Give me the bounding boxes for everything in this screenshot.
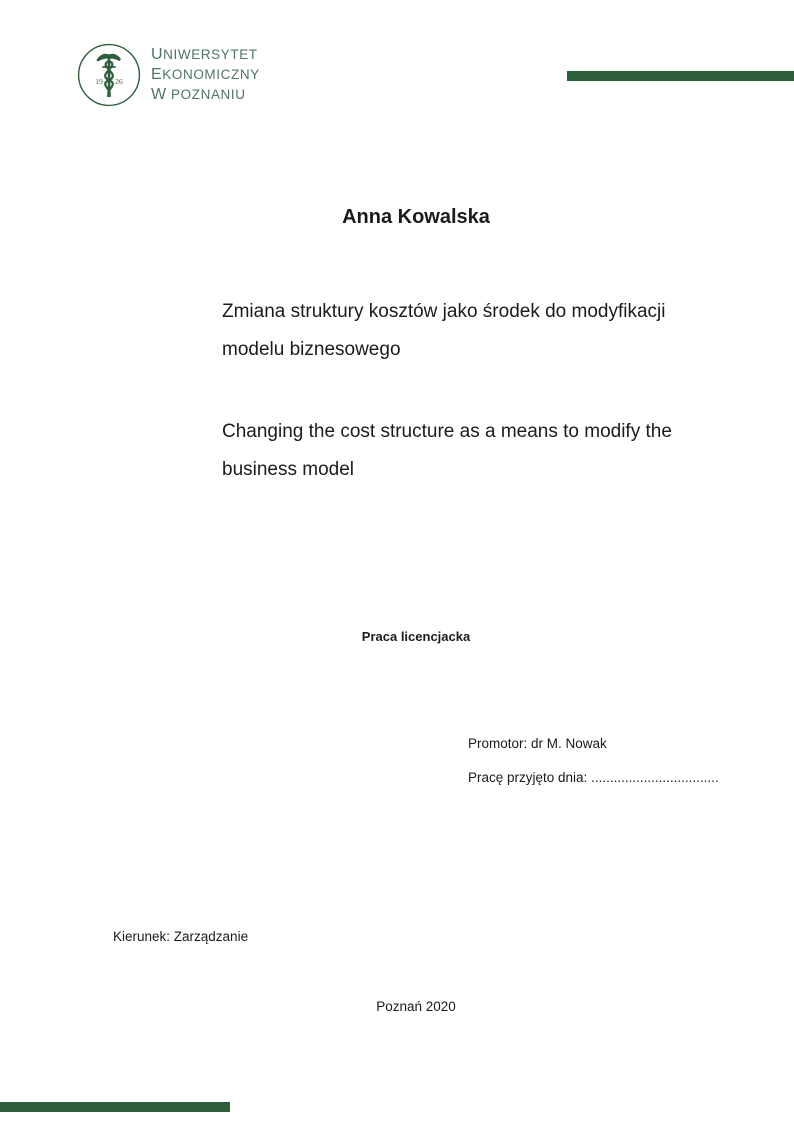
- city-year-line: Poznań 2020: [376, 999, 456, 1014]
- university-name-line-1: UNIWERSYTET: [151, 46, 258, 63]
- university-wordmark: [151, 45, 260, 105]
- logo-year-left: 19: [95, 77, 103, 86]
- logo-year-right: 26: [115, 77, 123, 86]
- promotor-block: [468, 736, 719, 786]
- author-name: Anna Kowalska: [342, 206, 490, 228]
- promotor-line: Promotor: dr M. Nowak: [468, 736, 607, 751]
- thesis-title-english: Changing the cost structure as a means to modify the business model: [222, 421, 672, 480]
- thesis-type-label: Praca licencjacka: [361, 629, 471, 644]
- top-right-accent-bar: [567, 71, 794, 81]
- bottom-left-accent-bar: [0, 1102, 230, 1112]
- acceptance-date-line: Pracę przyjęto dnia: ..................................: [468, 770, 719, 785]
- university-name-line-3: W POZNANIU: [151, 86, 246, 103]
- university-emblem-icon: [77, 43, 141, 107]
- thesis-title-polish: Zmiana struktury kosztów jako środek do modyfikacji modelu biznesowego: [222, 301, 666, 360]
- university-name-line-2: EKONOMICZNY: [151, 66, 260, 83]
- university-logo: [77, 43, 260, 107]
- field-of-study-line: Kierunek: Zarządzanie: [113, 929, 249, 944]
